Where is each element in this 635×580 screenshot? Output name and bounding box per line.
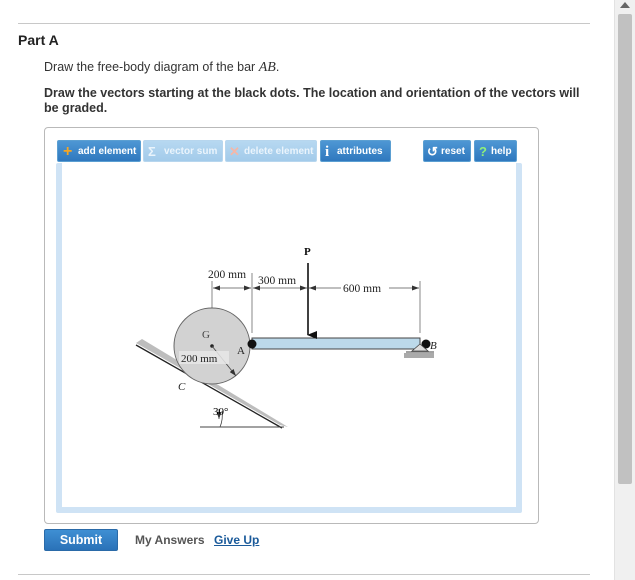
label-C: C: [178, 381, 186, 393]
reset-label: reset: [441, 146, 465, 157]
attributes-label: attributes: [337, 146, 383, 157]
instruction-suffix: .: [275, 60, 280, 74]
plus-icon: +: [63, 143, 73, 160]
add-element-label: add element: [78, 146, 137, 157]
reset-icon: ↺: [427, 144, 438, 159]
attributes-button[interactable]: [320, 140, 391, 162]
vertical-scrollbar[interactable]: [614, 0, 635, 580]
instruction-text: Draw the free-body diagram of the bar: [44, 60, 259, 74]
vector-sum-button[interactable]: [143, 140, 223, 162]
help-button[interactable]: [474, 140, 517, 162]
label-G: G: [202, 329, 210, 341]
drawing-canvas-border: [56, 163, 522, 513]
delete-element-label: delete element: [244, 146, 314, 157]
bottom-divider: [18, 574, 590, 575]
scroll-up-arrow-icon[interactable]: [620, 2, 630, 8]
question-icon: ?: [479, 144, 487, 159]
submit-button[interactable]: Submit: [44, 529, 118, 551]
add-element-button[interactable]: [57, 140, 141, 162]
drawing-tool: [44, 127, 539, 524]
support-hatch: [404, 353, 434, 358]
load-P-label: P: [304, 246, 311, 258]
angle-label: 30°: [213, 406, 229, 418]
delete-element-button[interactable]: [225, 140, 317, 162]
instruction-line-2: Draw the vectors starting at the black dots. The location and orientation of the vectors will be graded.: [44, 86, 580, 115]
top-divider: [18, 23, 590, 24]
free-body-figure: [62, 163, 516, 507]
label-B: B: [430, 340, 437, 352]
label-A: A: [237, 345, 245, 357]
drawing-canvas[interactable]: [62, 163, 516, 507]
dim-label-200: 200 mm: [208, 269, 247, 281]
toolbar: [57, 140, 521, 162]
bar-variable: AB: [258, 60, 276, 75]
dim-label-600: 600 mm: [343, 283, 382, 295]
help-label: help: [491, 146, 512, 157]
info-icon: i: [325, 144, 330, 160]
bar-AB: [252, 338, 420, 349]
scroll-thumb[interactable]: [618, 14, 632, 484]
give-up-link[interactable]: Give Up: [214, 533, 260, 547]
point-A-dot[interactable]: [248, 340, 257, 349]
part-title: Part A: [18, 32, 59, 48]
my-answers-label: My Answers: [135, 533, 205, 547]
radius-dimension-label: 200 mm: [181, 353, 218, 365]
instruction-line-1: [44, 60, 279, 76]
reset-button[interactable]: [423, 140, 471, 162]
dim-label-300: 300 mm: [258, 275, 297, 287]
vector-sum-label: vector sum: [164, 146, 218, 157]
sigma-icon: Σ: [148, 144, 156, 159]
x-icon: ✕: [229, 144, 240, 159]
